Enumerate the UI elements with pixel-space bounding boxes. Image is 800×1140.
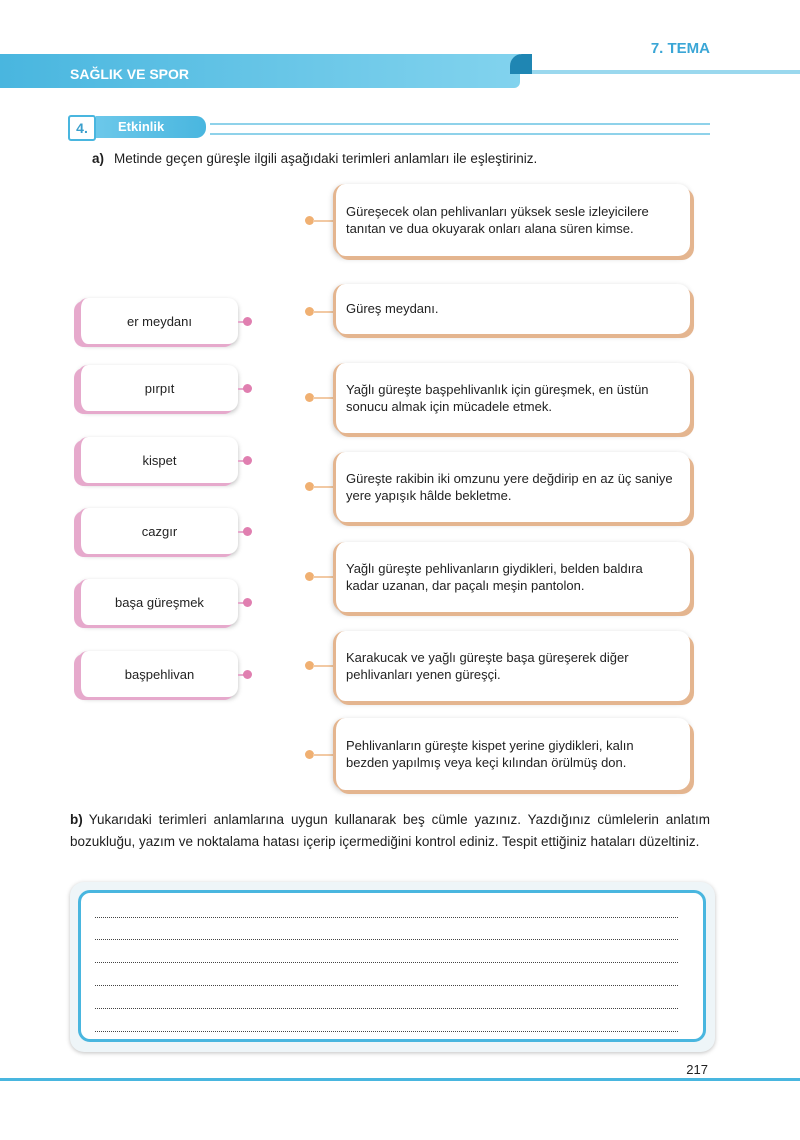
definition-box — [333, 184, 690, 256]
definition-text: Yağlı güreşte pehlivanların giydikleri, belden baldıra kadar uzanan, dar paçalı meşin pantolon. — [346, 561, 643, 593]
term-box — [78, 651, 238, 697]
term-dot[interactable] — [243, 598, 252, 607]
definition-text: Pehlivanların güreşte kispet yerine giydikleri, kalın bezden yapılmış veya keçi kılından örülmüş don. — [346, 738, 634, 770]
definition-box — [333, 542, 690, 612]
term-box — [78, 365, 238, 411]
definition-box — [333, 363, 690, 433]
definition-text: Güreşecek olan pehlivanları yüksek sesle izleyicilere tanıtan ve dua okuyarak onları alana süren kimse. — [346, 204, 649, 236]
term-label: başpehlivan — [124, 666, 195, 682]
term-box — [78, 298, 238, 344]
definition-text: Güreş meydanı. — [346, 301, 439, 316]
definition-box — [333, 284, 690, 334]
definition-text: Karakucak ve yağlı güreşte başa güreşerek diğer pehlivanları yenen güreşçi. — [346, 650, 629, 682]
answer-line[interactable] — [95, 917, 678, 918]
answer-area[interactable] — [78, 890, 706, 1042]
footer-rule — [0, 1078, 800, 1081]
definition-connector — [313, 754, 333, 756]
page-number: 217 — [686, 1062, 708, 1077]
definition-connector — [313, 665, 333, 667]
term-dot[interactable] — [243, 317, 252, 326]
part-b-text: Yukarıdaki terimleri anlamlarına uygun kullanarak beş cümle yazınız. Yazdığınız cümlelerin anlatım bozukluğu, yazım ve noktalama hatası içerip içermediğini kontrol ediniz. Tespit ettiğiniz hataları düzeltiniz. — [70, 812, 710, 849]
part-a-instruction — [92, 151, 537, 166]
answer-line[interactable] — [95, 1008, 678, 1009]
term-label: kispet — [142, 452, 177, 468]
part-a-letter: a) — [92, 151, 105, 166]
term-label: pırpıt — [144, 380, 175, 396]
header-rule — [515, 70, 800, 74]
definition-box — [333, 452, 690, 522]
definition-box — [333, 718, 690, 790]
term-box — [78, 437, 238, 483]
definition-connector — [313, 576, 333, 578]
term-label: başa güreşmek — [115, 594, 204, 610]
definition-connector — [313, 397, 333, 399]
term-label: cazgır — [141, 523, 178, 539]
activity-label: Etkinlik — [118, 119, 165, 134]
definition-connector — [313, 486, 333, 488]
part-b-instruction — [70, 809, 710, 853]
definition-connector — [313, 220, 333, 222]
term-dot[interactable] — [243, 670, 252, 679]
section-title: SAĞLIK VE SPOR — [70, 66, 190, 82]
term-dot[interactable] — [243, 527, 252, 536]
part-b-letter: b) — [70, 812, 83, 827]
answer-line[interactable] — [95, 985, 678, 986]
activity-rule — [210, 123, 710, 135]
definition-text: Güreşte rakibin iki omzunu yere değdirip en az üç saniye yere yapışık hâlde bekletme. — [346, 471, 673, 503]
banner-fold — [510, 54, 532, 74]
term-dot[interactable] — [243, 384, 252, 393]
definition-connector — [313, 311, 333, 313]
term-dot[interactable] — [243, 456, 252, 465]
activity-number: 4. — [68, 115, 96, 141]
answer-line[interactable] — [95, 939, 678, 940]
term-box — [78, 508, 238, 554]
part-a-text: Metinde geçen güreşle ilgili aşağıdaki terimleri anlamları ile eşleştiriniz. — [114, 151, 538, 166]
definition-box — [333, 631, 690, 701]
definition-text: Yağlı güreşte başpehlivanlık için güreşmek, en üstün sonucu almak için mücadele etmek. — [346, 382, 649, 414]
term-box — [78, 579, 238, 625]
answer-line[interactable] — [95, 1031, 678, 1032]
term-label: er meydanı — [126, 313, 193, 329]
theme-label: 7. TEMA — [650, 40, 710, 57]
answer-line[interactable] — [95, 962, 678, 963]
